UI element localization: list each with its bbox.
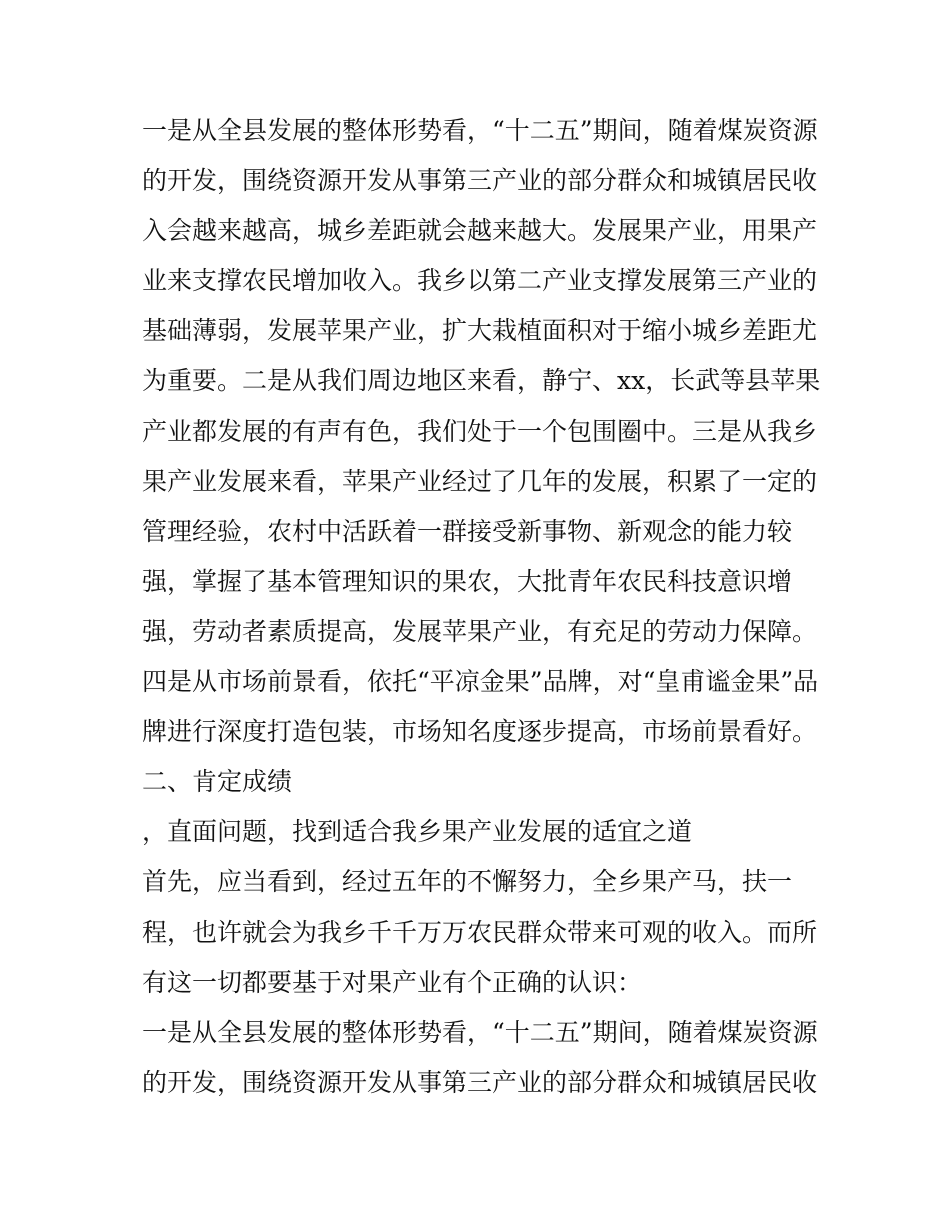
text-line: 首先，应当看到，经过五年的不懈努力，全乡果产马，扶一: [142, 867, 793, 897]
text-line: 基础薄弱，发展苹果产业，扩大栽植面积对于缩小城乡差距尤: [142, 316, 818, 346]
text-line: 入会越来越高，城乡差距就会越来越大。发展果产业，用果产: [142, 216, 818, 246]
text-line: 强，掌握了基本管理知识的果农，大批青年农民科技意识增: [142, 566, 793, 596]
text-line: 果产业发展来看，苹果产业经过了几年的发展，积累了一定的: [142, 466, 818, 496]
text-line: 程，也许就会为我乡千千万万农民群众带来可观的收入。而所: [142, 917, 818, 947]
text-line: 为重要。二是从我们周边地区来看，静宁、xx，长武等县苹果: [142, 366, 821, 396]
text-line: 的开发，围绕资源开发从事第三产业的部分群众和城镇居民收: [142, 1067, 818, 1097]
text-line: 产业都发展的有声有色，我们处于一个包围圈中。三是从我乡: [142, 416, 818, 446]
text-line: 牌进行深度打造包装，市场知名度逐步提高，市场前景看好。: [142, 717, 818, 747]
text-line: 有这一切都要基于对果产业有个正确的认识：: [142, 967, 643, 997]
text-line: 一是从全县发展的整体形势看，“十二五”期间，随着煤炭资源: [142, 116, 818, 145]
text-line: 管理经验，农村中活跃着一群接受新事物、新观念的能力较: [142, 516, 793, 546]
text-line: 一是从全县发展的整体形势看，“十二五”期间，随着煤炭资源: [142, 1017, 818, 1047]
document-body: [142, 106, 822, 1108]
section-heading: 二、肯定成绩: [142, 767, 293, 797]
text-line: 四是从市场前景看，依托“平凉金果”品牌，对“皇甫谧金果”品: [142, 667, 819, 697]
text-line: 的开发，围绕资源开发从事第三产业的部分群众和城镇居民收: [142, 166, 818, 196]
text-line: 强，劳动者素质提高，发展苹果产业，有充足的劳动力保障。: [142, 616, 818, 646]
text-line: ，直面问题，找到适合我乡果产业发展的适宜之道: [142, 817, 693, 847]
text-line: 业来支撑农民增加收入。我乡以第二产业支撑发展第三产业的: [142, 266, 818, 296]
